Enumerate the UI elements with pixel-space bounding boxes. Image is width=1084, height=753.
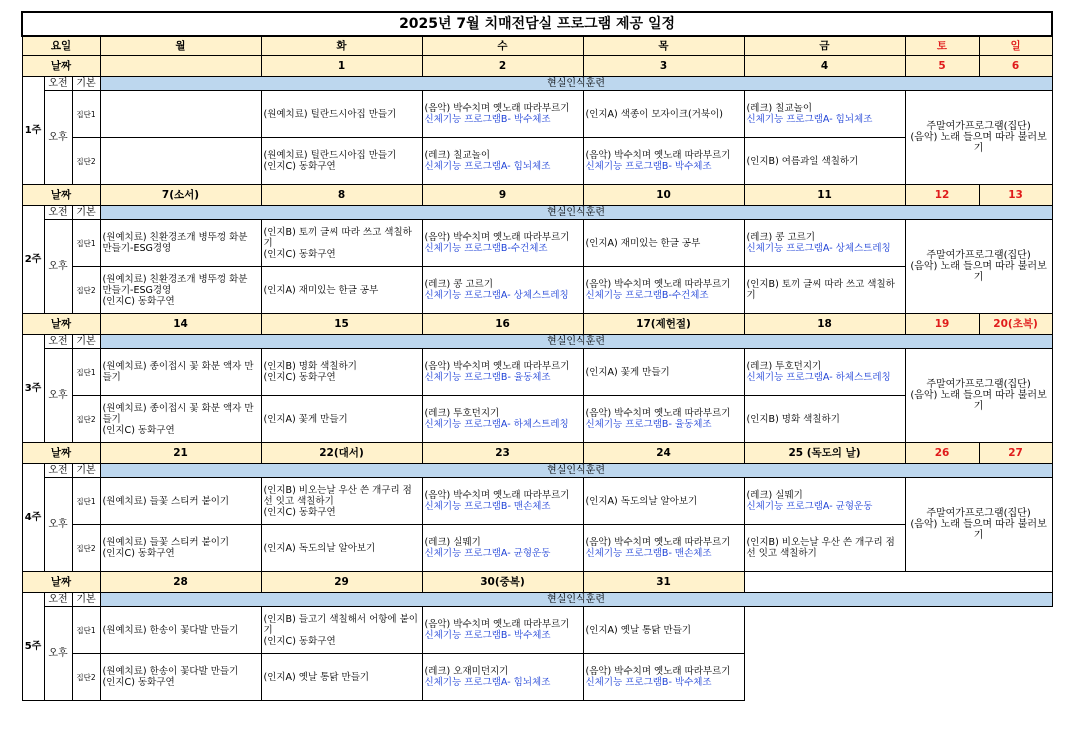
basic-label: 기본 bbox=[72, 335, 100, 349]
date-cell: 12 bbox=[905, 185, 979, 206]
program-cell bbox=[261, 267, 422, 314]
physical-program-text: 신체기능 프로그램A- 하체스트레칭 bbox=[746, 372, 891, 383]
date-cell: 9 bbox=[422, 185, 583, 206]
program-cell bbox=[422, 91, 583, 138]
program-text: (레크) 실뭬기 bbox=[424, 537, 481, 548]
weekend-program-text: 주말여가프로그램(집단) bbox=[926, 250, 1031, 261]
program-cell bbox=[422, 478, 583, 525]
program-cell bbox=[422, 525, 583, 572]
program-cell bbox=[261, 654, 422, 701]
day-thu: 목 bbox=[583, 36, 744, 56]
basic-label: 기본 bbox=[72, 593, 100, 607]
group-label: 집단1 bbox=[72, 607, 100, 654]
afternoon-label: 오후 bbox=[44, 607, 72, 701]
program-text: (음악) 박수치며 옛노래 따라부르기 bbox=[424, 619, 570, 630]
program-text: (인지A) 옛날 통닭 만들기 bbox=[263, 671, 370, 683]
date-cell: 17(제헌절) bbox=[583, 314, 744, 335]
basic-label: 기본 bbox=[72, 464, 100, 478]
physical-program-text: 신체기능 프로그램B- 박수체조 bbox=[424, 114, 551, 125]
program-cell bbox=[261, 91, 422, 138]
date-cell: 14 bbox=[100, 314, 261, 335]
week-label: 3주 bbox=[22, 335, 44, 443]
program-cell bbox=[422, 607, 583, 654]
physical-program-text: 신체기능 프로그램B- 율동체조 bbox=[424, 372, 551, 383]
physical-program-text: 신체기능 프로그램A- 상체스트레칭 bbox=[424, 290, 569, 301]
group-label: 집단2 bbox=[72, 138, 100, 185]
program-text: (음악) 박수치며 옛노래 따라부르기 bbox=[585, 537, 731, 548]
group-label: 집단1 bbox=[72, 220, 100, 267]
day-sat: 토 bbox=[905, 36, 979, 56]
date-row-label: 날짜 bbox=[22, 314, 100, 335]
weekend-program-cell bbox=[905, 220, 1052, 314]
date-cell bbox=[100, 56, 261, 77]
reality-training-cell: 현실인식훈련 bbox=[100, 206, 1052, 220]
program-text: (레크) 투호던지기 bbox=[746, 361, 822, 372]
program-text: (인지C) 동화구연 bbox=[263, 161, 336, 172]
program-text: (음악) 박수치며 옛노래 따라부르기 bbox=[424, 103, 570, 114]
program-cell bbox=[744, 267, 905, 314]
date-cell: 28 bbox=[100, 572, 261, 593]
physical-program-text: 신체기능 프로그램B- 박수체조 bbox=[585, 161, 712, 172]
program-cell bbox=[261, 525, 422, 572]
program-text: (음악) 박수치며 옛노래 따라부르기 bbox=[424, 232, 570, 243]
date-cell: 18 bbox=[744, 314, 905, 335]
program-cell bbox=[583, 91, 744, 138]
date-cell: 23 bbox=[422, 443, 583, 464]
morning-label: 오전 bbox=[44, 335, 72, 349]
week-label: 4주 bbox=[22, 464, 44, 572]
physical-program-text: 신체기능 프로그램A- 힘뇌체조 bbox=[424, 161, 551, 172]
date-cell: 19 bbox=[905, 314, 979, 335]
program-text: (음악) 박수치며 옛노래 따라부르기 bbox=[424, 490, 570, 501]
date-cell: 2 bbox=[422, 56, 583, 77]
program-text: (인지C) 동화구연 bbox=[263, 248, 336, 260]
afternoon-label: 오후 bbox=[44, 349, 72, 443]
date-cell: 25 (독도의 날) bbox=[744, 443, 905, 464]
program-text: (인지C) 동화구연 bbox=[263, 506, 336, 518]
weekend-program-text: (음악) 노래 들으며 따라 불러보기 bbox=[910, 261, 1047, 283]
physical-program-text: 신체기능 프로그램A- 상체스트레칭 bbox=[746, 243, 891, 254]
program-cell bbox=[583, 138, 744, 185]
program-text: (음악) 박수치며 옛노래 따라부르기 bbox=[585, 150, 731, 161]
weekend-program-text: 주말여가프로그램(집단) bbox=[926, 508, 1031, 519]
reality-training-cell: 현실인식훈련 bbox=[100, 335, 1052, 349]
program-cell bbox=[261, 220, 422, 267]
program-text: (인지A) 꽃게 만들기 bbox=[585, 366, 670, 378]
day-fri: 금 bbox=[744, 36, 905, 56]
weekend-program-cell bbox=[905, 91, 1052, 185]
program-text: (인지A) 옛날 통닭 만들기 bbox=[585, 624, 692, 636]
date-cell: 1 bbox=[261, 56, 422, 77]
physical-program-text: 신체기능 프로그램B- 맨손체조 bbox=[585, 548, 712, 559]
program-cell bbox=[583, 396, 744, 443]
program-text: (인지B) 명화 색칠하기 bbox=[263, 361, 357, 372]
program-text: (인지C) 동화구연 bbox=[263, 372, 336, 383]
date-row-label: 날짜 bbox=[22, 572, 100, 593]
program-text: (레크) 콩 고르기 bbox=[424, 279, 494, 290]
program-text: (인지C) 동화구연 bbox=[102, 677, 175, 688]
weekend-program-text: (음악) 노래 들으며 따라 불러보기 bbox=[910, 132, 1047, 154]
program-cell bbox=[744, 91, 905, 138]
date-cell: 10 bbox=[583, 185, 744, 206]
date-cell: 27 bbox=[979, 443, 1052, 464]
program-text: (인지C) 동화구연 bbox=[263, 635, 336, 647]
program-text: (인지A) 색종이 모자이크(거북이) bbox=[585, 108, 723, 120]
program-text: (원예치료) 들꽃 스티커 붙이기 bbox=[102, 537, 230, 548]
date-cell: 5 bbox=[905, 56, 979, 77]
physical-program-text: 신체기능 프로그램A- 균형운동 bbox=[424, 548, 551, 559]
program-text: (음악) 박수치며 옛노래 따라부르기 bbox=[424, 361, 570, 372]
date-cell: 8 bbox=[261, 185, 422, 206]
program-text: (원예치료) 들꽃 스티커 붙이기 bbox=[102, 495, 230, 507]
date-cell: 13 bbox=[979, 185, 1052, 206]
physical-program-text: 신체기능 프로그램B-수건체조 bbox=[424, 243, 548, 254]
date-cell: 26 bbox=[905, 443, 979, 464]
program-text: (원예치료) 친환경조개 병뚜껑 화분 만들기-ESG경영 bbox=[102, 273, 251, 296]
morning-label: 오전 bbox=[44, 464, 72, 478]
program-cell bbox=[261, 396, 422, 443]
date-cell: 3 bbox=[583, 56, 744, 77]
program-text: (인지C) 동화구연 bbox=[102, 548, 175, 559]
program-cell bbox=[100, 525, 261, 572]
program-text: (인지B) 토끼 글씨 따라 쓰고 색칠하기 bbox=[263, 226, 412, 249]
schedule-wrapper bbox=[21, 11, 1051, 701]
program-text: (인지A) 재미있는 한글 공부 bbox=[585, 237, 701, 249]
day-sun: 일 bbox=[979, 36, 1052, 56]
week-label: 5주 bbox=[22, 593, 44, 701]
program-cell bbox=[744, 396, 905, 443]
program-text: (인지B) 명화 색칠하기 bbox=[746, 413, 840, 425]
basic-label: 기본 bbox=[72, 77, 100, 91]
program-cell bbox=[583, 349, 744, 396]
program-cell bbox=[261, 478, 422, 525]
schedule-table bbox=[21, 11, 1053, 701]
reality-training-cell: 현실인식훈련 bbox=[100, 593, 1052, 607]
weekend-program-cell bbox=[905, 349, 1052, 443]
day-header-label: 요일 bbox=[22, 36, 100, 56]
weekend-program-text: 주말여가프로그램(집단) bbox=[926, 379, 1031, 390]
program-cell bbox=[583, 654, 744, 701]
program-text: (원예치료) 친환경조개 병뚜껑 화분 만들기-ESG경영 bbox=[102, 232, 251, 254]
date-cell: 20(초복) bbox=[979, 314, 1052, 335]
program-cell bbox=[261, 349, 422, 396]
program-text: (인지A) 독도의날 알아보기 bbox=[263, 542, 376, 554]
group-label: 집단1 bbox=[72, 91, 100, 138]
program-text: (음악) 박수치며 옛노래 따라부르기 bbox=[585, 666, 731, 677]
program-text: (원예치료) 한송이 꽃다발 만들기 bbox=[102, 624, 239, 636]
reality-training-cell: 현실인식훈련 bbox=[100, 464, 1052, 478]
program-cell bbox=[422, 267, 583, 314]
program-cell bbox=[100, 349, 261, 396]
program-cell bbox=[100, 654, 261, 701]
physical-program-text: 신체기능 프로그램B- 박수체조 bbox=[424, 630, 551, 641]
program-cell bbox=[422, 396, 583, 443]
basic-label: 기본 bbox=[72, 206, 100, 220]
date-cell: 21 bbox=[100, 443, 261, 464]
program-text: (레크) 칠교놀이 bbox=[424, 150, 490, 161]
program-cell bbox=[744, 478, 905, 525]
physical-program-text: 신체기능 프로그램B- 박수체조 bbox=[585, 677, 712, 688]
date-cell: 31 bbox=[583, 572, 744, 593]
program-text: (원예치료) 틸란드시아집 만들기 bbox=[263, 150, 397, 161]
program-text: (인지C) 동화구연 bbox=[102, 424, 175, 436]
program-text: (인지B) 토끼 글씨 따라 쓰고 색칠하기 bbox=[746, 279, 895, 301]
program-text: (원예치료) 한송이 꽃다발 만들기 bbox=[102, 666, 239, 677]
program-cell bbox=[744, 525, 905, 572]
date-cell: 30(중복) bbox=[422, 572, 583, 593]
program-text: (레크) 콩 고르기 bbox=[746, 232, 816, 243]
program-text: (인지B) 들고기 색칠해서 어항에 붙이기 bbox=[263, 613, 418, 636]
day-tue: 화 bbox=[261, 36, 422, 56]
weekend-program-cell bbox=[905, 478, 1052, 572]
program-cell bbox=[261, 607, 422, 654]
program-text: (원예치료) 종이접시 꽃 화분 액자 만들기 bbox=[102, 361, 254, 383]
program-text: (음악) 박수치며 옛노래 따라부르기 bbox=[585, 408, 731, 419]
program-text: (레크) 오재미던지기 bbox=[424, 666, 509, 677]
date-empty-cell bbox=[744, 572, 1052, 593]
date-cell: 29 bbox=[261, 572, 422, 593]
physical-program-text: 신체기능 프로그램A- 힘뇌체조 bbox=[746, 114, 873, 125]
program-cell bbox=[583, 220, 744, 267]
date-cell: 7(소서) bbox=[100, 185, 261, 206]
program-cell bbox=[422, 654, 583, 701]
afternoon-label: 오후 bbox=[44, 478, 72, 572]
empty-cell bbox=[744, 607, 1052, 701]
program-text: (인지B) 여름과일 색칠하기 bbox=[746, 155, 859, 167]
program-text: (인지B) 비오는날 우산 쓴 개구리 점선 잇고 색칠하기 bbox=[263, 484, 412, 507]
morning-label: 오전 bbox=[44, 206, 72, 220]
physical-program-text: 신체기능 프로그램A- 균형운동 bbox=[746, 501, 873, 512]
program-text: (레크) 투호던지기 bbox=[424, 408, 500, 419]
program-text: (레크) 칠교놀이 bbox=[746, 103, 812, 114]
program-cell bbox=[583, 525, 744, 572]
reality-training-cell: 현실인식훈련 bbox=[100, 77, 1052, 91]
date-cell: 11 bbox=[744, 185, 905, 206]
afternoon-label: 오후 bbox=[44, 91, 72, 185]
program-text: (인지B) 비오는날 우산 쓴 개구리 점선 잇고 색칠하기 bbox=[746, 537, 895, 559]
program-cell bbox=[100, 220, 261, 267]
group-label: 집단2 bbox=[72, 396, 100, 443]
group-label: 집단2 bbox=[72, 654, 100, 701]
week-label: 1주 bbox=[22, 77, 44, 185]
program-text: (원예치료) 종이접시 꽃 화분 액자 만들기 bbox=[102, 402, 254, 425]
group-label: 집단1 bbox=[72, 478, 100, 525]
program-cell bbox=[100, 478, 261, 525]
program-text: (인지A) 독도의날 알아보기 bbox=[585, 495, 698, 507]
program-text: (원예치료) 틸란드시아집 만들기 bbox=[263, 108, 397, 120]
afternoon-label: 오후 bbox=[44, 220, 72, 314]
program-text: (인지A) 꽃게 만들기 bbox=[263, 413, 348, 425]
weekend-program-text: (음악) 노래 들으며 따라 불러보기 bbox=[910, 519, 1047, 541]
program-cell bbox=[422, 349, 583, 396]
program-text: (레크) 실뭬기 bbox=[746, 490, 803, 501]
physical-program-text: 신체기능 프로그램B-수건체조 bbox=[585, 290, 709, 301]
date-row-label: 날짜 bbox=[22, 443, 100, 464]
date-cell: 24 bbox=[583, 443, 744, 464]
day-mon: 월 bbox=[100, 36, 261, 56]
group-label: 집단2 bbox=[72, 525, 100, 572]
program-text: (인지C) 동화구연 bbox=[102, 295, 175, 307]
physical-program-text: 신체기능 프로그램B- 율동체조 bbox=[585, 419, 712, 430]
program-cell bbox=[583, 478, 744, 525]
program-cell bbox=[100, 138, 261, 185]
program-cell bbox=[583, 267, 744, 314]
day-wed: 수 bbox=[422, 36, 583, 56]
date-row-label: 날짜 bbox=[22, 56, 100, 77]
group-label: 집단2 bbox=[72, 267, 100, 314]
week-label: 2주 bbox=[22, 206, 44, 314]
weekend-program-text: (음악) 노래 들으며 따라 불러보기 bbox=[910, 390, 1047, 412]
group-label: 집단1 bbox=[72, 349, 100, 396]
date-cell: 4 bbox=[744, 56, 905, 77]
morning-label: 오전 bbox=[44, 77, 72, 91]
date-row-label: 날짜 bbox=[22, 185, 100, 206]
program-text: (음악) 박수치며 옛노래 따라부르기 bbox=[585, 279, 731, 290]
program-cell bbox=[100, 91, 261, 138]
program-cell bbox=[744, 138, 905, 185]
program-cell bbox=[422, 220, 583, 267]
program-cell bbox=[744, 220, 905, 267]
weekend-program-text: 주말여가프로그램(집단) bbox=[926, 121, 1031, 132]
date-cell: 6 bbox=[979, 56, 1052, 77]
date-cell: 22(대서) bbox=[261, 443, 422, 464]
morning-label: 오전 bbox=[44, 593, 72, 607]
date-cell: 15 bbox=[261, 314, 422, 335]
program-cell bbox=[100, 396, 261, 443]
program-cell bbox=[261, 138, 422, 185]
program-cell bbox=[422, 138, 583, 185]
page-title: 2025년 7월 치매전담실 프로그램 제공 일정 bbox=[22, 12, 1052, 36]
physical-program-text: 신체기능 프로그램A- 하체스트레칭 bbox=[424, 419, 569, 430]
program-text: (인지A) 재미있는 한글 공부 bbox=[263, 284, 379, 296]
physical-program-text: 신체기능 프로그램A- 힘뇌체조 bbox=[424, 677, 551, 688]
program-cell bbox=[583, 607, 744, 654]
date-cell: 16 bbox=[422, 314, 583, 335]
program-cell bbox=[100, 607, 261, 654]
physical-program-text: 신체기능 프로그램B- 맨손체조 bbox=[424, 501, 551, 512]
program-cell bbox=[100, 267, 261, 314]
program-cell bbox=[744, 349, 905, 396]
